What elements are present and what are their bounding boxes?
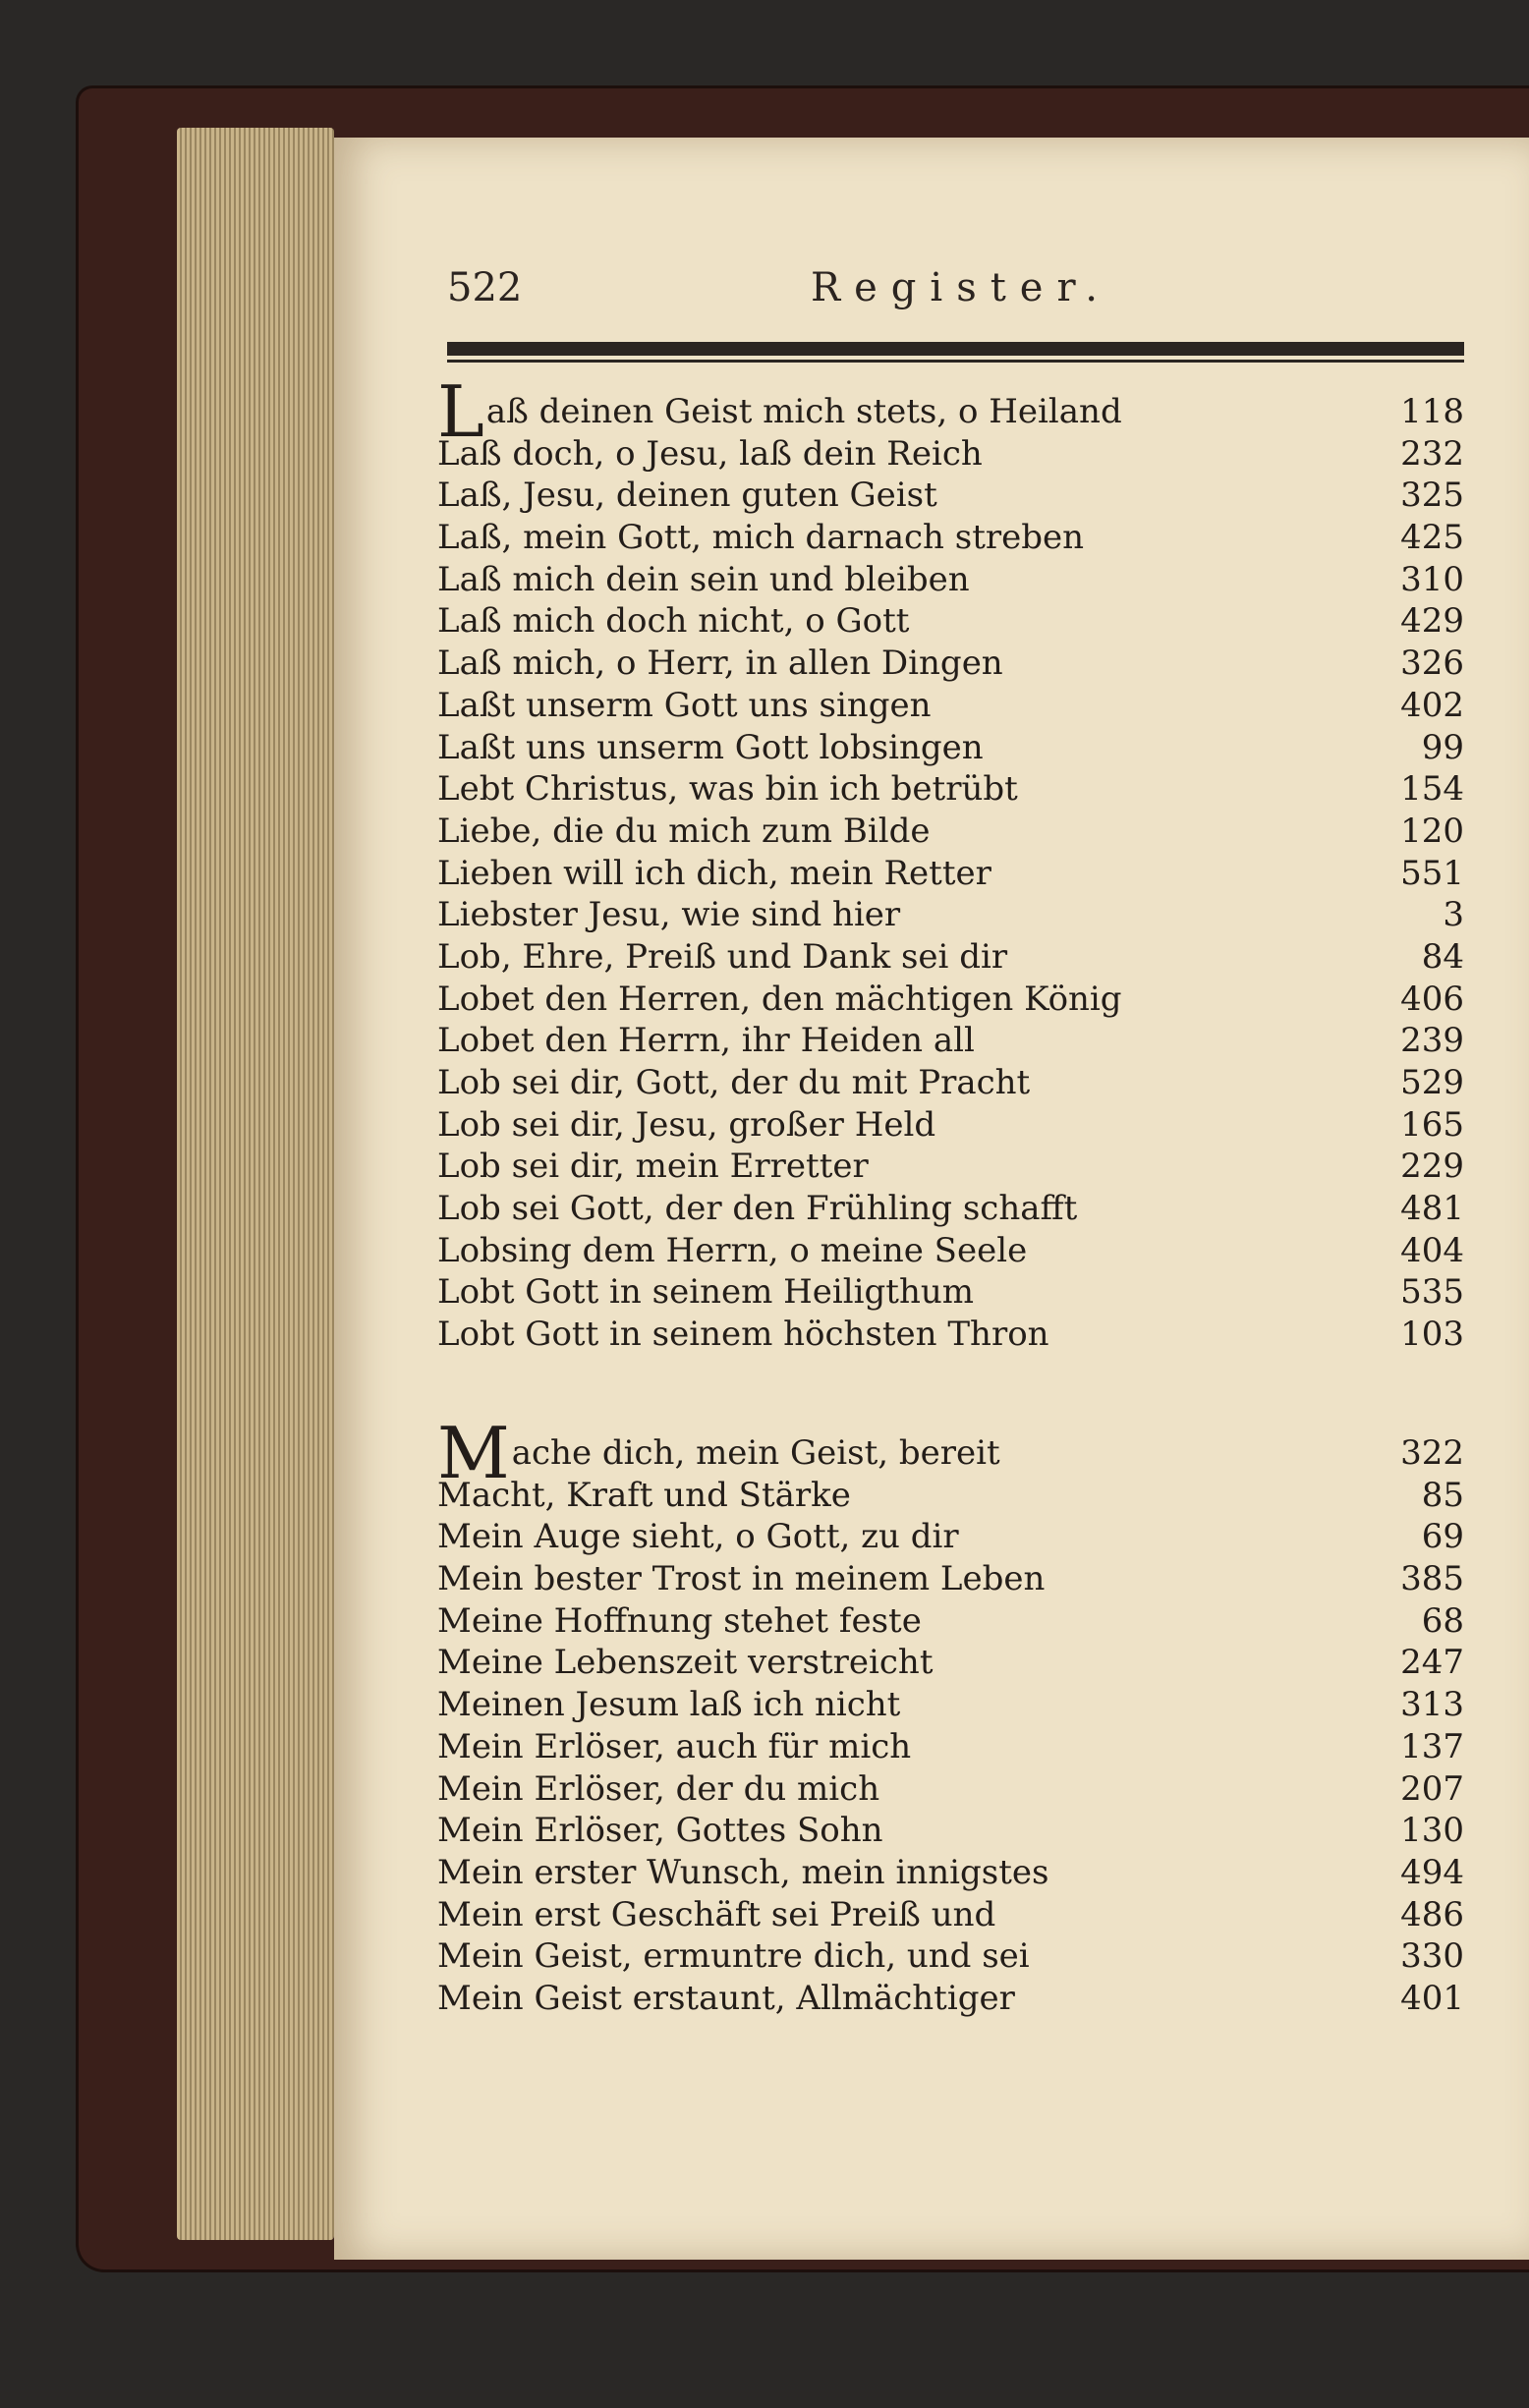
index-entry bbox=[437, 768, 1464, 811]
index-entry bbox=[437, 1188, 1464, 1230]
entry-title: Lob sei dir, Jesu, großer Held bbox=[437, 1104, 936, 1145]
index-entry bbox=[437, 1684, 1464, 1726]
index-section-m bbox=[437, 1412, 1464, 2020]
index-entry bbox=[437, 1314, 1464, 1356]
entry-page-number: 120 bbox=[1400, 811, 1464, 851]
entry-page-number: 330 bbox=[1400, 1936, 1464, 1977]
entry-title: Laß doch, o Jesu, laß dein Reich bbox=[437, 433, 983, 474]
entry-title: Lob sei dir, Gott, der du mit Pracht bbox=[437, 1063, 1031, 1102]
entry-page-number: 325 bbox=[1400, 476, 1464, 516]
index-entry bbox=[437, 1062, 1464, 1104]
entry-page-number: 68 bbox=[1421, 1600, 1464, 1641]
entry-title: Lebt Christus, was bin ich betrübt bbox=[437, 769, 1018, 810]
index-entry bbox=[437, 370, 1464, 453]
entry-page-number: 118 bbox=[1400, 392, 1464, 431]
entry-title: Meine Lebenszeit verstreicht bbox=[437, 1643, 934, 1683]
entry-title: Mein erster Wunsch, mein innigstes bbox=[437, 1852, 1049, 1892]
index-entry bbox=[437, 1271, 1464, 1314]
entry-page-number: 207 bbox=[1400, 1768, 1464, 1809]
entry-page-number: 529 bbox=[1400, 1063, 1464, 1102]
header-rule-thin bbox=[447, 360, 1464, 363]
entry-title bbox=[437, 1412, 1000, 1494]
entry-page-number: 401 bbox=[1400, 1978, 1464, 2018]
index-entry bbox=[437, 1020, 1464, 1062]
entry-page-number: 232 bbox=[1400, 433, 1464, 474]
entry-title: Lob, Ehre, Preiß und Dank sei dir bbox=[437, 936, 1008, 977]
index-entry bbox=[437, 1642, 1464, 1684]
entry-title: Laß, mein Gott, mich darnach streben bbox=[437, 518, 1085, 558]
index-entry bbox=[437, 600, 1464, 643]
index-entry bbox=[437, 1412, 1464, 1494]
entry-page-number: 103 bbox=[1400, 1315, 1464, 1355]
index-entry bbox=[437, 643, 1464, 685]
index-entry bbox=[437, 1726, 1464, 1768]
index-entry bbox=[437, 517, 1464, 559]
entry-title: Lobsing dem Herrn, o meine Seele bbox=[437, 1230, 1028, 1270]
index-entry bbox=[437, 1600, 1464, 1643]
entry-title: Meine Hoffnung stehet feste bbox=[437, 1600, 922, 1641]
index-entry bbox=[437, 1852, 1464, 1894]
entry-page-number: 85 bbox=[1421, 1475, 1464, 1515]
entry-page-number: 481 bbox=[1400, 1189, 1464, 1229]
entry-page-number: 313 bbox=[1400, 1685, 1464, 1725]
index-section-l bbox=[437, 370, 1464, 1356]
entry-page-number: 425 bbox=[1400, 518, 1464, 558]
entry-page-number: 69 bbox=[1421, 1517, 1464, 1557]
index-entry bbox=[437, 1558, 1464, 1600]
entry-page-number: 551 bbox=[1400, 853, 1464, 893]
entry-title: Lobt Gott in seinem höchsten Thron bbox=[437, 1315, 1049, 1355]
entry-page-number: 247 bbox=[1400, 1643, 1464, 1683]
entry-title: Laß mich doch nicht, o Gott bbox=[437, 601, 910, 642]
entry-title: Lobet den Herren, den mächtigen König bbox=[437, 979, 1122, 1019]
entry-page-number: 84 bbox=[1421, 936, 1464, 977]
running-title: Register. bbox=[811, 265, 1111, 310]
index-entry bbox=[437, 979, 1464, 1021]
index-entry bbox=[437, 685, 1464, 727]
index-entry bbox=[437, 559, 1464, 601]
entry-title: Mein Geist, ermuntre dich, und sei bbox=[437, 1936, 1030, 1977]
entry-page-number: 239 bbox=[1400, 1021, 1464, 1061]
index-entry bbox=[437, 936, 1464, 979]
entry-title: Mein Erlöser, Gottes Sohn bbox=[437, 1811, 883, 1851]
index-entry bbox=[437, 433, 1464, 476]
page-edges bbox=[177, 128, 334, 2240]
index-entry bbox=[437, 1935, 1464, 1978]
entry-page-number: 486 bbox=[1400, 1894, 1464, 1934]
entry-title: Laßt uns unserm Gott lobsingen bbox=[437, 727, 984, 767]
index-entry bbox=[437, 811, 1464, 853]
entry-page-number: 402 bbox=[1400, 685, 1464, 725]
entry-title: Mein Erlöser, auch für mich bbox=[437, 1726, 912, 1766]
entry-title-rest: aß deinen Geist mich stets, o Heiland bbox=[485, 392, 1122, 431]
index-entry bbox=[437, 1894, 1464, 1936]
page-number: 522 bbox=[447, 265, 523, 310]
entry-title: Mein bester Trost in meinem Leben bbox=[437, 1559, 1046, 1599]
index-entry bbox=[437, 475, 1464, 517]
entry-title: Lob sei dir, mein Erretter bbox=[437, 1147, 869, 1187]
index-entry bbox=[437, 1146, 1464, 1188]
entry-title: Liebster Jesu, wie sind hier bbox=[437, 895, 901, 935]
index-entry bbox=[437, 853, 1464, 895]
index-entry bbox=[437, 1475, 1464, 1517]
entry-title: Laßt unserm Gott uns singen bbox=[437, 685, 932, 725]
entry-page-number: 494 bbox=[1400, 1852, 1464, 1892]
entry-page-number: 130 bbox=[1400, 1811, 1464, 1851]
index-entry bbox=[437, 1810, 1464, 1852]
entry-page-number: 310 bbox=[1400, 559, 1464, 599]
entry-title: Lobet den Herrn, ihr Heiden all bbox=[437, 1021, 975, 1061]
drop-initial: M bbox=[437, 1412, 510, 1494]
page-header bbox=[447, 265, 1464, 324]
entry-title: Lob sei Gott, der den Frühling schafft bbox=[437, 1189, 1078, 1229]
index-entry bbox=[437, 1104, 1464, 1147]
index-entry bbox=[437, 1230, 1464, 1272]
index-entry bbox=[437, 1516, 1464, 1558]
index-entry bbox=[437, 727, 1464, 769]
entry-title: Macht, Kraft und Stärke bbox=[437, 1475, 851, 1515]
entry-page-number: 165 bbox=[1400, 1104, 1464, 1145]
entry-page-number: 99 bbox=[1421, 727, 1464, 767]
entry-page-number: 137 bbox=[1400, 1726, 1464, 1766]
entry-title: Mein erst Geschäft sei Preiß und bbox=[437, 1894, 996, 1934]
entry-page-number: 535 bbox=[1400, 1272, 1464, 1313]
entry-title: Laß, Jesu, deinen guten Geist bbox=[437, 476, 937, 516]
index-entry bbox=[437, 894, 1464, 936]
header-rule bbox=[447, 342, 1464, 356]
entry-title: Lobt Gott in seinem Heiligthum bbox=[437, 1272, 974, 1313]
drop-initial: L bbox=[437, 370, 484, 453]
entry-page-number: 322 bbox=[1400, 1433, 1464, 1473]
entry-title: Mein Auge sieht, o Gott, zu dir bbox=[437, 1517, 959, 1557]
entry-title: Liebe, die du mich zum Bilde bbox=[437, 811, 931, 851]
entry-title: Laß mich dein sein und bleiben bbox=[437, 559, 970, 599]
entry-title bbox=[437, 370, 1122, 453]
entry-title-rest: ache dich, mein Geist, bereit bbox=[511, 1433, 1000, 1473]
entry-page-number: 429 bbox=[1400, 601, 1464, 642]
entry-title: Mein Erlöser, der du mich bbox=[437, 1768, 880, 1809]
entry-page-number: 385 bbox=[1400, 1559, 1464, 1599]
entry-title: Meinen Jesum laß ich nicht bbox=[437, 1685, 901, 1725]
entry-page-number: 404 bbox=[1400, 1230, 1464, 1270]
entry-page-number: 326 bbox=[1400, 644, 1464, 684]
index-entry bbox=[437, 1768, 1464, 1811]
entry-title: Lieben will ich dich, mein Retter bbox=[437, 853, 991, 893]
entry-page-number: 3 bbox=[1443, 895, 1464, 935]
entry-page-number: 229 bbox=[1400, 1147, 1464, 1187]
entry-title: Mein Geist erstaunt, Allmächtiger bbox=[437, 1978, 1015, 2018]
entry-page-number: 406 bbox=[1400, 979, 1464, 1019]
index-entry bbox=[437, 1978, 1464, 2020]
entry-title: Laß mich, o Herr, in allen Dingen bbox=[437, 644, 1003, 684]
entry-page-number: 154 bbox=[1400, 769, 1464, 810]
